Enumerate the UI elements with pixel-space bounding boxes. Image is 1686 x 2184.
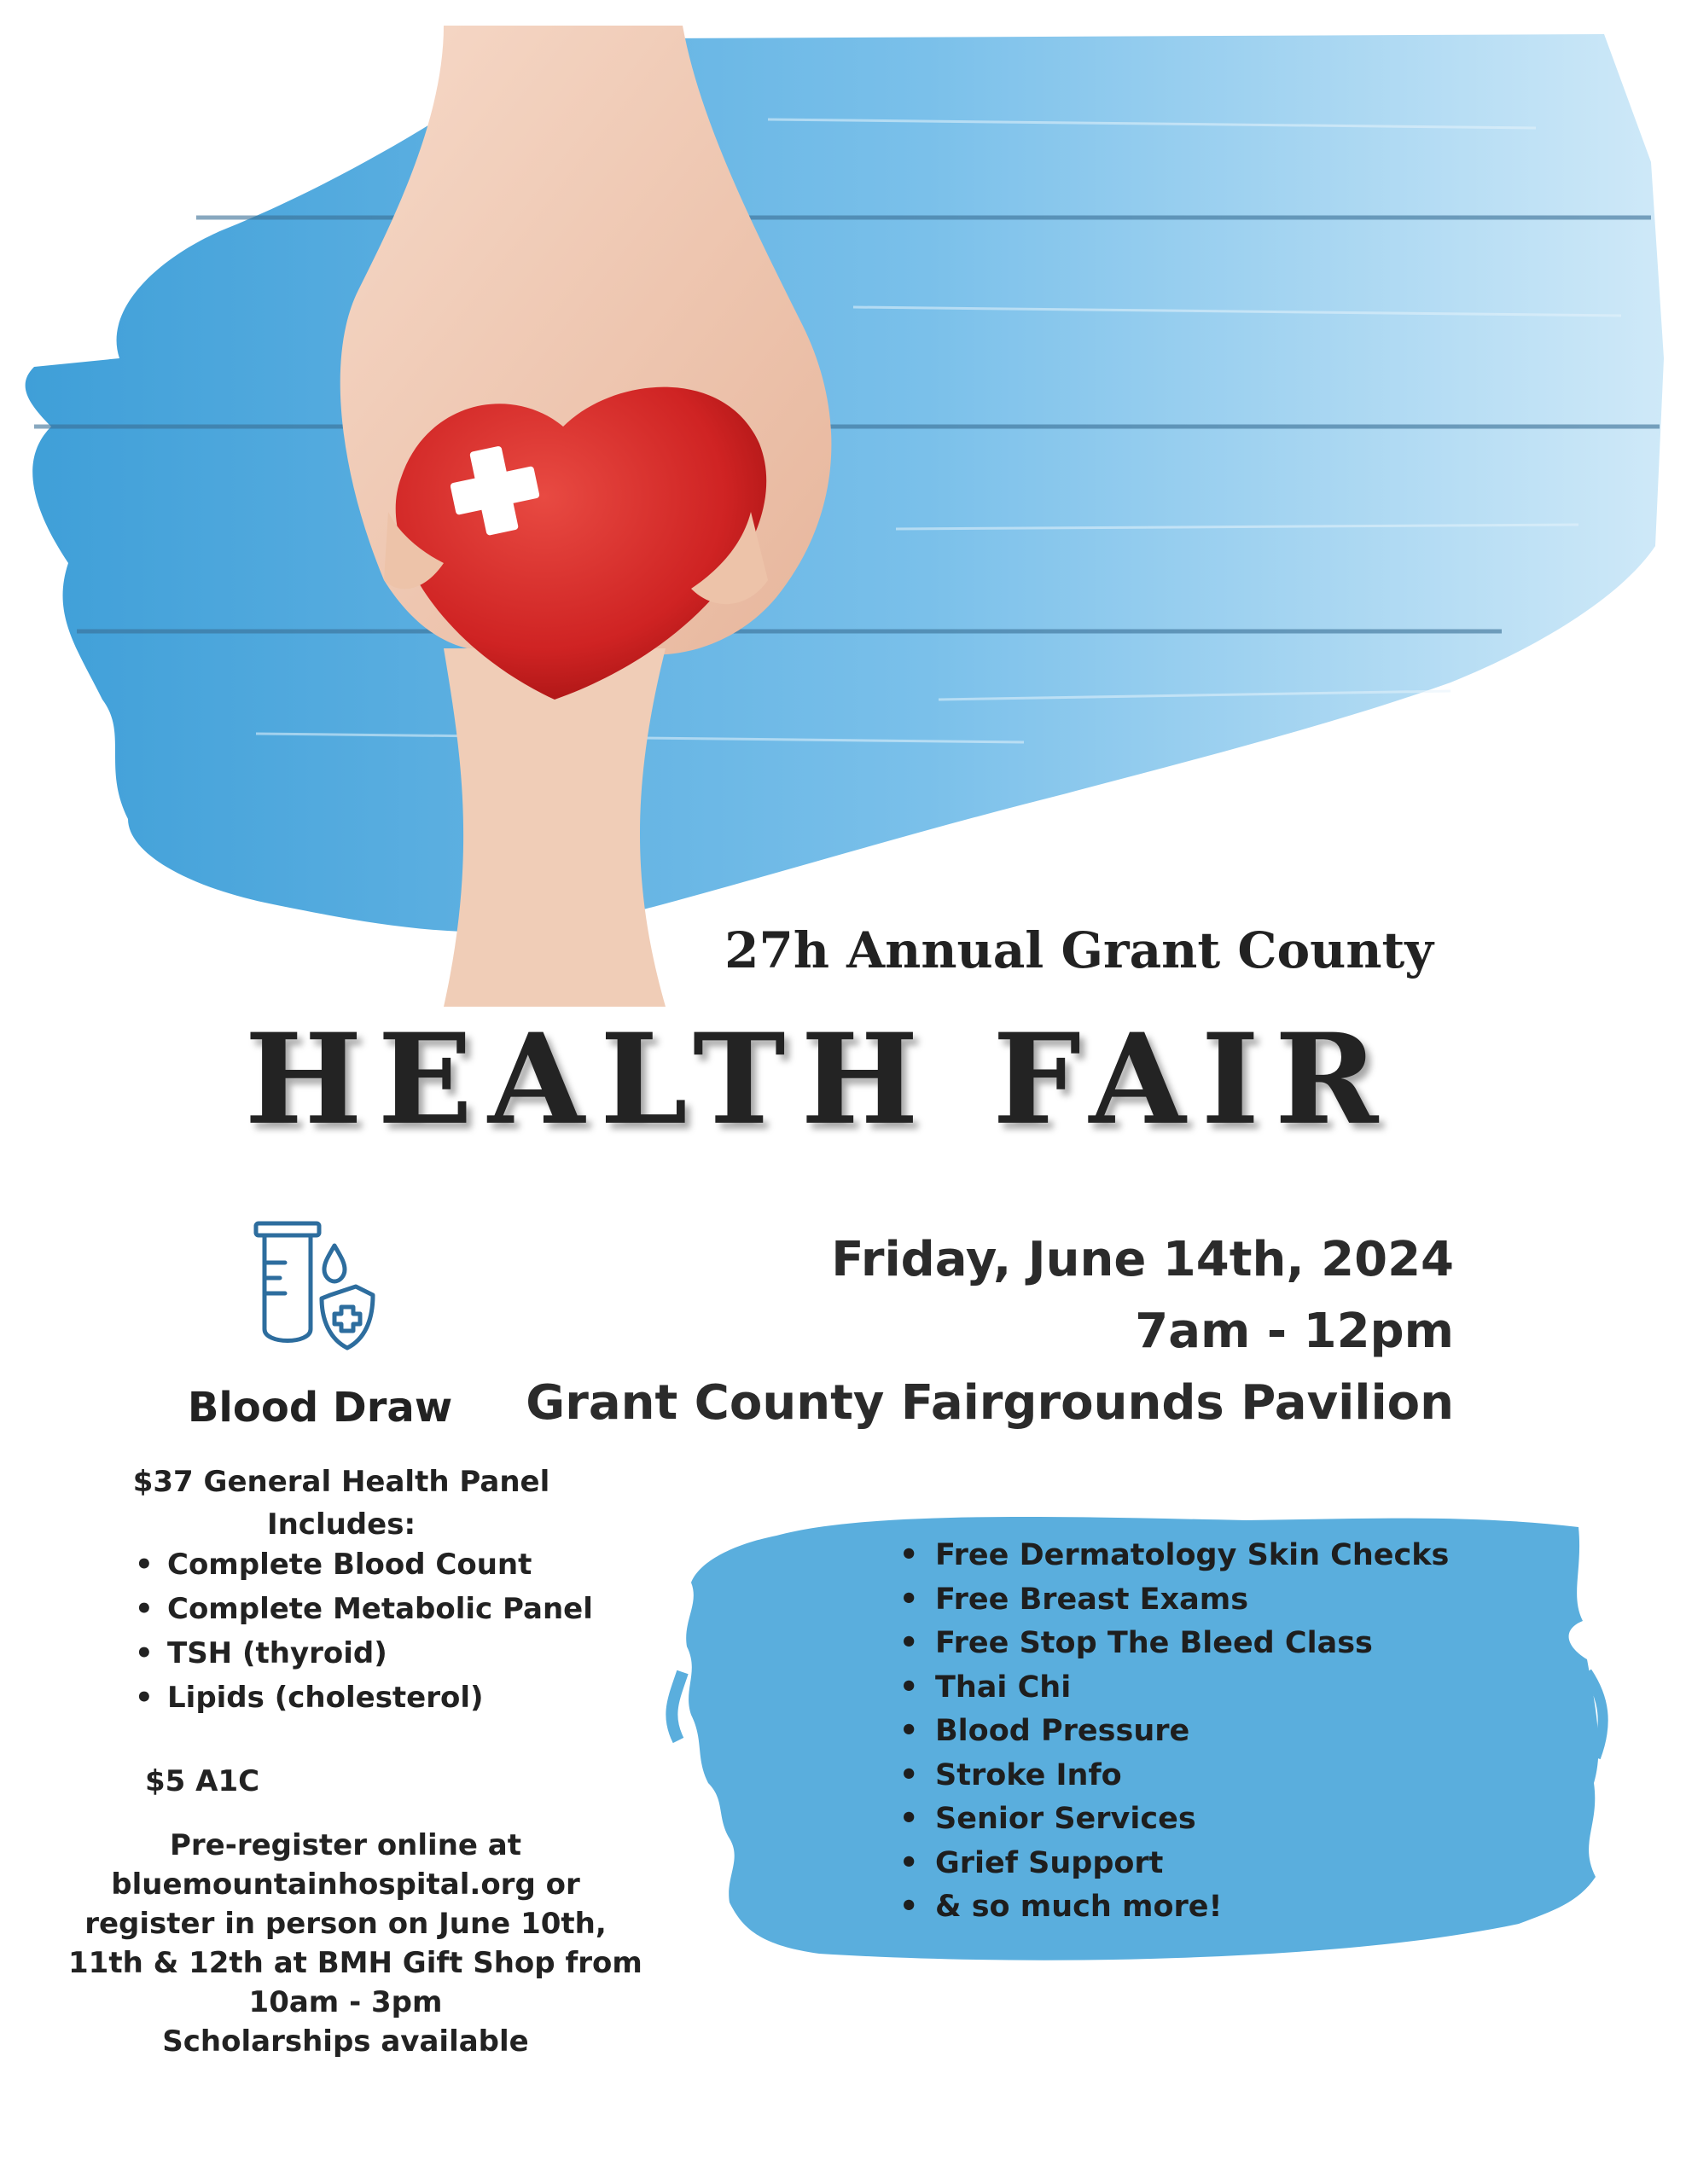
list-item: • & so much more! bbox=[896, 1885, 1449, 1930]
prereg-line: Pre-register online at bbox=[169, 1828, 521, 1862]
hero-illustration bbox=[0, 0, 1686, 1007]
brush-stroke-background bbox=[26, 34, 1664, 932]
prereg-line: bluemountainhospital.org or bbox=[111, 1867, 580, 1902]
list-item: • TSH (thyroid) bbox=[128, 1631, 593, 1676]
list-item: • Senior Services bbox=[896, 1798, 1449, 1842]
preregister-info bbox=[68, 1826, 642, 2061]
test-tube-shield-icon bbox=[249, 1218, 377, 1355]
list-item: • Complete Blood Count bbox=[128, 1542, 593, 1587]
event-time: 7am - 12pm bbox=[1135, 1304, 1454, 1359]
list-item: • Free Stop The Bleed Class bbox=[896, 1622, 1449, 1666]
list-item: • Blood Pressure bbox=[896, 1710, 1449, 1754]
event-date: Friday, June 14th, 2024 bbox=[831, 1232, 1454, 1287]
event-location: Grant County Fairgrounds Pavilion bbox=[526, 1375, 1454, 1431]
prereg-line: Scholarships available bbox=[162, 2024, 529, 2059]
prereg-line: 11th & 12th at BMH Gift Shop from bbox=[68, 1946, 642, 1980]
panel-price: $37 General Health Panel bbox=[132, 1465, 550, 1499]
panel-includes: Includes: bbox=[266, 1507, 416, 1542]
event-info bbox=[526, 1224, 1454, 1439]
event-subtitle: 27h Annual Grant County bbox=[724, 921, 1433, 979]
list-item: • Grief Support bbox=[896, 1842, 1449, 1886]
page-title: HEALTH FAIR bbox=[244, 1007, 1394, 1153]
list-item: • Free Dermatology Skin Checks bbox=[896, 1534, 1449, 1578]
list-item: • Free Breast Exams bbox=[896, 1578, 1449, 1623]
prereg-line: register in person on June 10th, bbox=[84, 1907, 607, 1941]
list-item: • Lipids (cholesterol) bbox=[128, 1676, 593, 1720]
prereg-line: 10am - 3pm bbox=[248, 1985, 443, 2019]
a1c-price: $5 A1C bbox=[145, 1764, 260, 1798]
blood-draw-title: Blood Draw bbox=[187, 1384, 453, 1432]
panel-list bbox=[128, 1542, 593, 1720]
list-item: • Complete Metabolic Panel bbox=[128, 1587, 593, 1631]
services-list bbox=[896, 1534, 1449, 1930]
list-item: • Stroke Info bbox=[896, 1754, 1449, 1798]
list-item: • Thai Chi bbox=[896, 1666, 1449, 1711]
